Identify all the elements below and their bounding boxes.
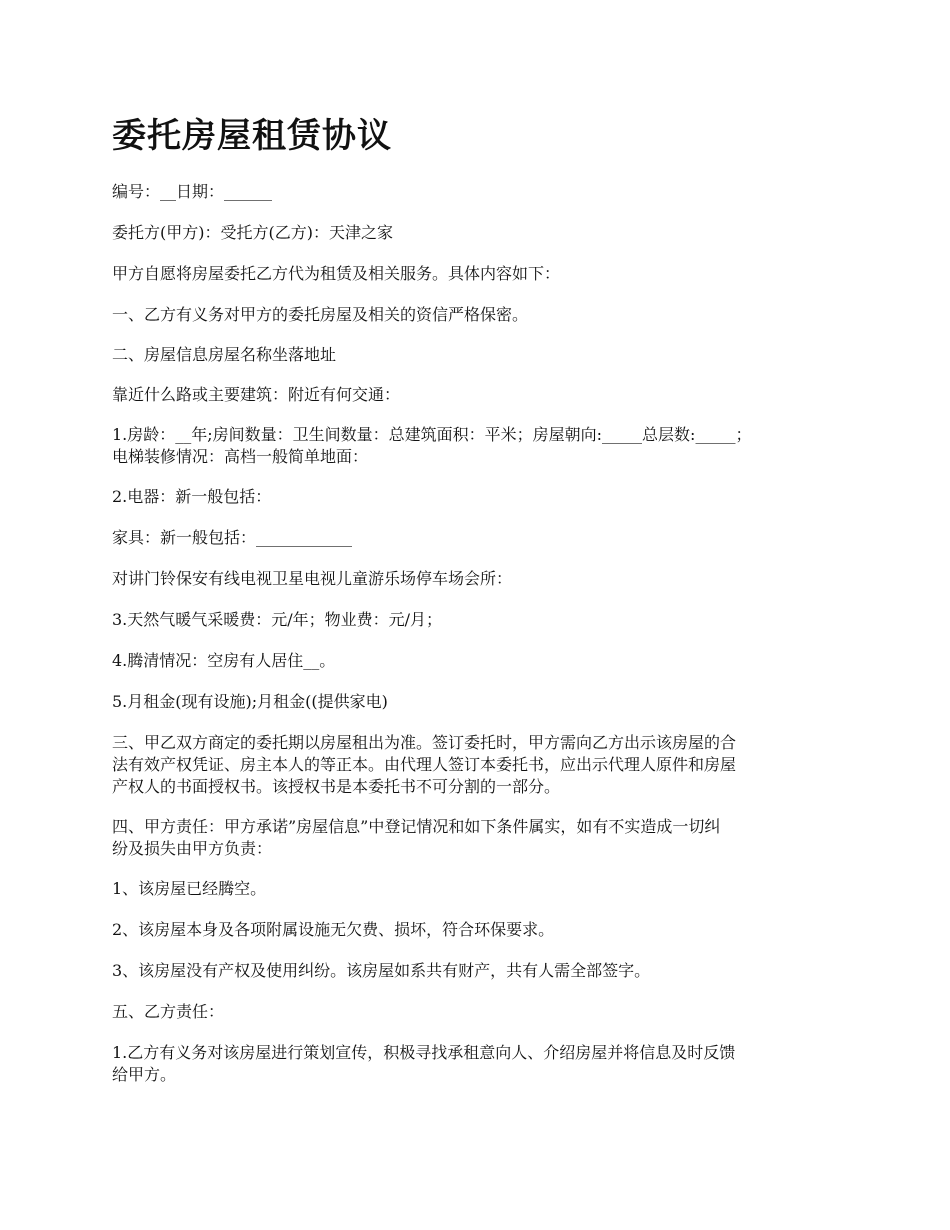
party-b-item-1 [112,1042,840,1086]
paragraph-line: 电梯装修情况：高档一般简单地面： [112,447,369,466]
paragraph-line: 1.乙方有义务对该房屋进行策划宣传，积极寻找承租意向人、介绍房屋并将信息及时反馈 [112,1043,736,1062]
location-line: 靠近什么路或主要建筑：附近有何交通： [112,385,401,404]
paragraph-line: 纷及损失由甲方负责： [112,839,273,858]
party-a-item-1: 1、该房屋已经腾空。 [112,879,267,898]
paragraph-line: 产权人的书面授权书。该授权书是本委托书不可分割的一部分。 [112,777,561,796]
paragraph-line: 三、甲乙双方商定的委托期以房屋租出为准。签订委托时，甲方需向乙方出示该房屋的合 [112,733,737,752]
party-a-item-2: 2、该房屋本身及各项附属设施无欠费、损坏，符合环保要求。 [112,920,555,939]
rent-line: 5.月租金(现有设施);月租金((提供家电) [112,692,388,711]
furniture-line: 家具：新一般包括：____________ [112,528,353,547]
clause-1: 一、乙方有义务对甲方的委托房屋及相关的资信严格保密。 [112,305,529,324]
appliances-line: 2.电器：新一般包括： [112,487,272,506]
paragraph-line: 四、甲方责任：甲方承诺”房屋信息”中登记情况和如下条件属实，如有不实造成一切纠 [112,817,721,836]
party-a-item-3: 3、该房屋没有产权及使用纠纷。该房屋如系共有财产，共有人需全部签字。 [112,961,651,980]
fees-line: 3.天然气暖气采暖费：元/年；物业费：元/月； [112,610,443,629]
paragraph-line: 法有效产权凭证、房主本人的等正本。由代理人签订本委托书，应出示代理人原件和房屋 [112,755,737,774]
clause-2-heading: 二、房屋信息房屋名称坐落地址 [112,345,337,364]
intro-paragraph: 甲方自愿将房屋委托乙方代为租赁及相关服务。具体内容如下： [112,264,561,283]
clause-4-paragraph [112,816,840,860]
document-title: 委托房屋租赁协议 [112,116,392,156]
paragraph-line: 给甲方。 [112,1065,177,1084]
number-date-line: 编号：__日期：______ [112,182,273,201]
clause-3-paragraph [112,732,840,798]
parties-line: 委托方(甲方)：受托方(乙方)：天津之家 [112,223,393,242]
facilities-line: 对讲门铃保安有线电视卫星电视儿童游乐场停车场会所： [112,569,513,588]
occupancy-line: 4.腾清情况：空房有人居住__。 [112,651,336,670]
house-details-paragraph [112,424,840,468]
paragraph-line: 1.房龄：__年;房间数量：卫生间数量：总建筑面积：平米；房屋朝向:_____总层数:_____； [112,425,752,444]
clause-5-heading: 五、乙方责任： [112,1002,225,1021]
